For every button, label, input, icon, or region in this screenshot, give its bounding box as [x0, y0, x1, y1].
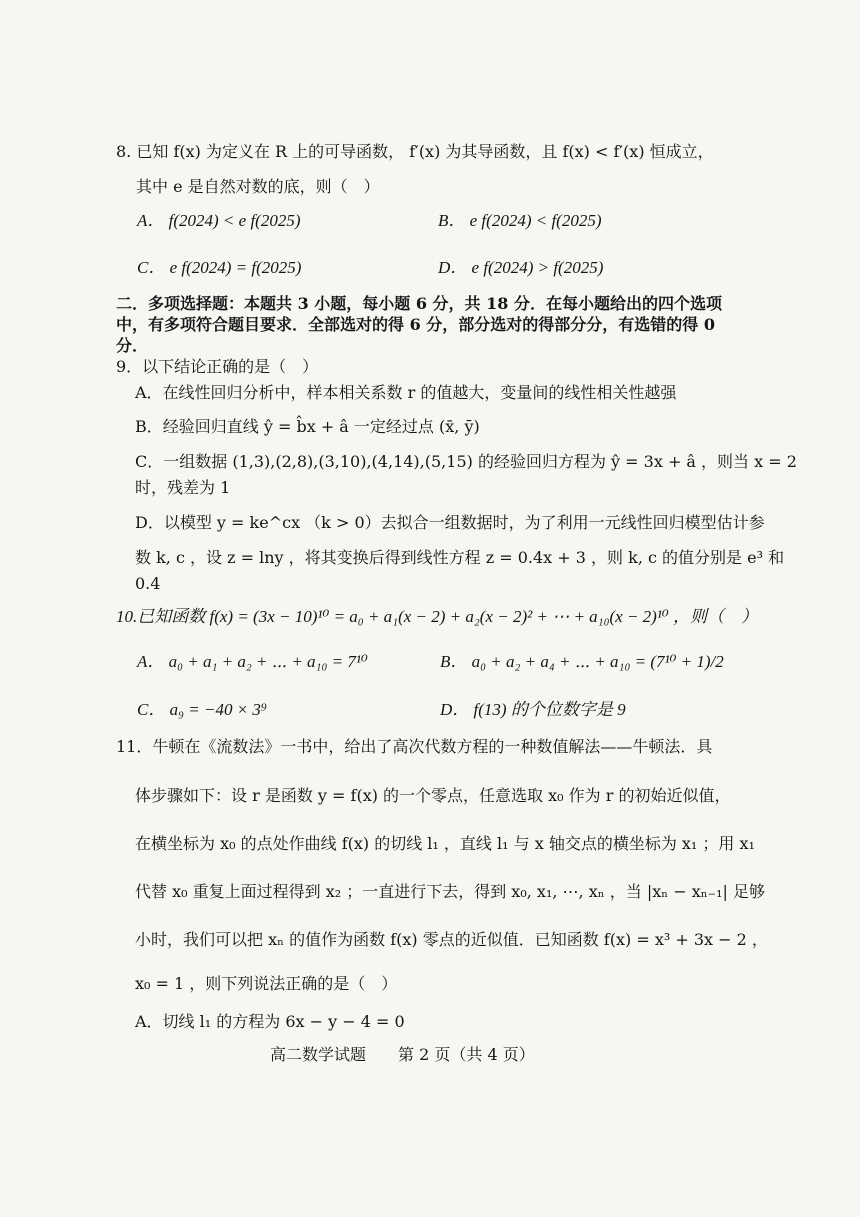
- q10-option-c: C． a₉ = −40 × 3⁹: [137, 700, 267, 719]
- q8-stem-line2: 其中 e 是自然对数的底，则（ ）: [136, 177, 380, 196]
- page-footer: 高二数学试题 第 2 页（共 4 页）: [270, 1045, 535, 1064]
- q11-line6: x₀ = 1 ，则下列说法正确的是（ ）: [135, 974, 398, 993]
- q10-option-a: A． a₀ + a₁ + a₂ + ⋯ + a₁₀ = 7¹⁰: [137, 652, 368, 671]
- q8-option-c: C． e f(2024) = f(2025): [137, 258, 302, 277]
- q8-stem-line1: 8. 已知 f(x) 为定义在 R 上的可导函数， f′(x) 为其导函数，且 f(x) < f′(x) 恒成立，: [116, 142, 714, 161]
- q11-line5: 小时，我们可以把 xₙ 的值作为函数 f(x) 零点的近似值．已知函数 f(x) = x³ + 3x − 2 ，: [135, 930, 768, 949]
- q9-option-d-line1: D．以模型 y = ke^cx （k > 0）去拟合一组数据时，为了利用一元线性回归模型估计参: [135, 513, 765, 532]
- q10-stem: 10.已知函数 f(x) = (3x − 10)¹⁰ = a₀ + a₁(x − 2) + a₂(x − 2)² + ⋯ + a₁₀(x − 2)¹⁰ ，则（ ）: [116, 607, 758, 626]
- q11-line3: 在横坐标为 x₀ 的点处作曲线 f(x) 的切线 l₁ ，直线 l₁ 与 x 轴交点的横坐标为 x₁ ；用 x₁: [135, 834, 755, 853]
- q9-option-b: B．经验回归直线 ŷ = b̂x + â 一定经过点 (x̄, ȳ): [135, 417, 480, 436]
- q8-option-a: A． f(2024) < e f(2025): [137, 211, 301, 230]
- q11-line4: 代替 x₀ 重复上面过程得到 x₂ ；一直进行下去，得到 x₀, x₁, ⋯, xₙ ，当 |xₙ − xₙ₋₁| 足够: [135, 882, 766, 901]
- q8-option-b: B． e f(2024) < f(2025): [438, 211, 602, 230]
- q9-option-c-line2: 时，残差为 1: [135, 478, 231, 497]
- q9-option-d-line3: 0.4: [135, 574, 161, 593]
- section2-line1: 二．多项选择题：本题共 3 小题，每小题 6 分，共 18 分．在每小题给出的四个选项: [116, 294, 722, 313]
- q9-option-a: A．在线性回归分析中，样本相关系数 r 的值越大，变量间的线性相关性越强: [135, 383, 677, 402]
- q11-line2: 体步骤如下：设 r 是函数 y = f(x) 的一个零点，任意选取 x₀ 作为 r 的初始近似值，: [135, 786, 731, 805]
- q11-option-a: A．切线 l₁ 的方程为 6x − y − 4 = 0: [135, 1012, 405, 1031]
- q11-line1: 11．牛顿在《流数法》一书中，给出了高次代数方程的一种数值解法——牛顿法．具: [116, 737, 713, 756]
- q10-option-d: D． f(13) 的个位数字是 9: [440, 700, 626, 719]
- q9-option-c-line1: C．一组数据 (1,3),(2,8),(3,10),(4,14),(5,15) 的经验回归方程为 ŷ = 3x + â ，则当 x = 2: [135, 452, 797, 471]
- q9-stem: 9．以下结论正确的是（ ）: [116, 357, 319, 376]
- q8-option-d: D． e f(2024) > f(2025): [438, 258, 604, 277]
- section2-line3: 分．: [116, 336, 149, 355]
- section2-line2: 中，有多项符合题目要求．全部选对的得 6 分，部分选对的得部分分，有选错的得 0: [116, 315, 715, 334]
- q9-option-d-line2: 数 k, c ，设 z = lny ，将其变换后得到线性方程 z = 0.4x + 3 ，则 k, c 的值分别是 e³ 和: [135, 548, 785, 567]
- q10-option-b: B． a₀ + a₂ + a₄ + ⋯ + a₁₀ = (7¹⁰ + 1)/2: [440, 652, 724, 671]
